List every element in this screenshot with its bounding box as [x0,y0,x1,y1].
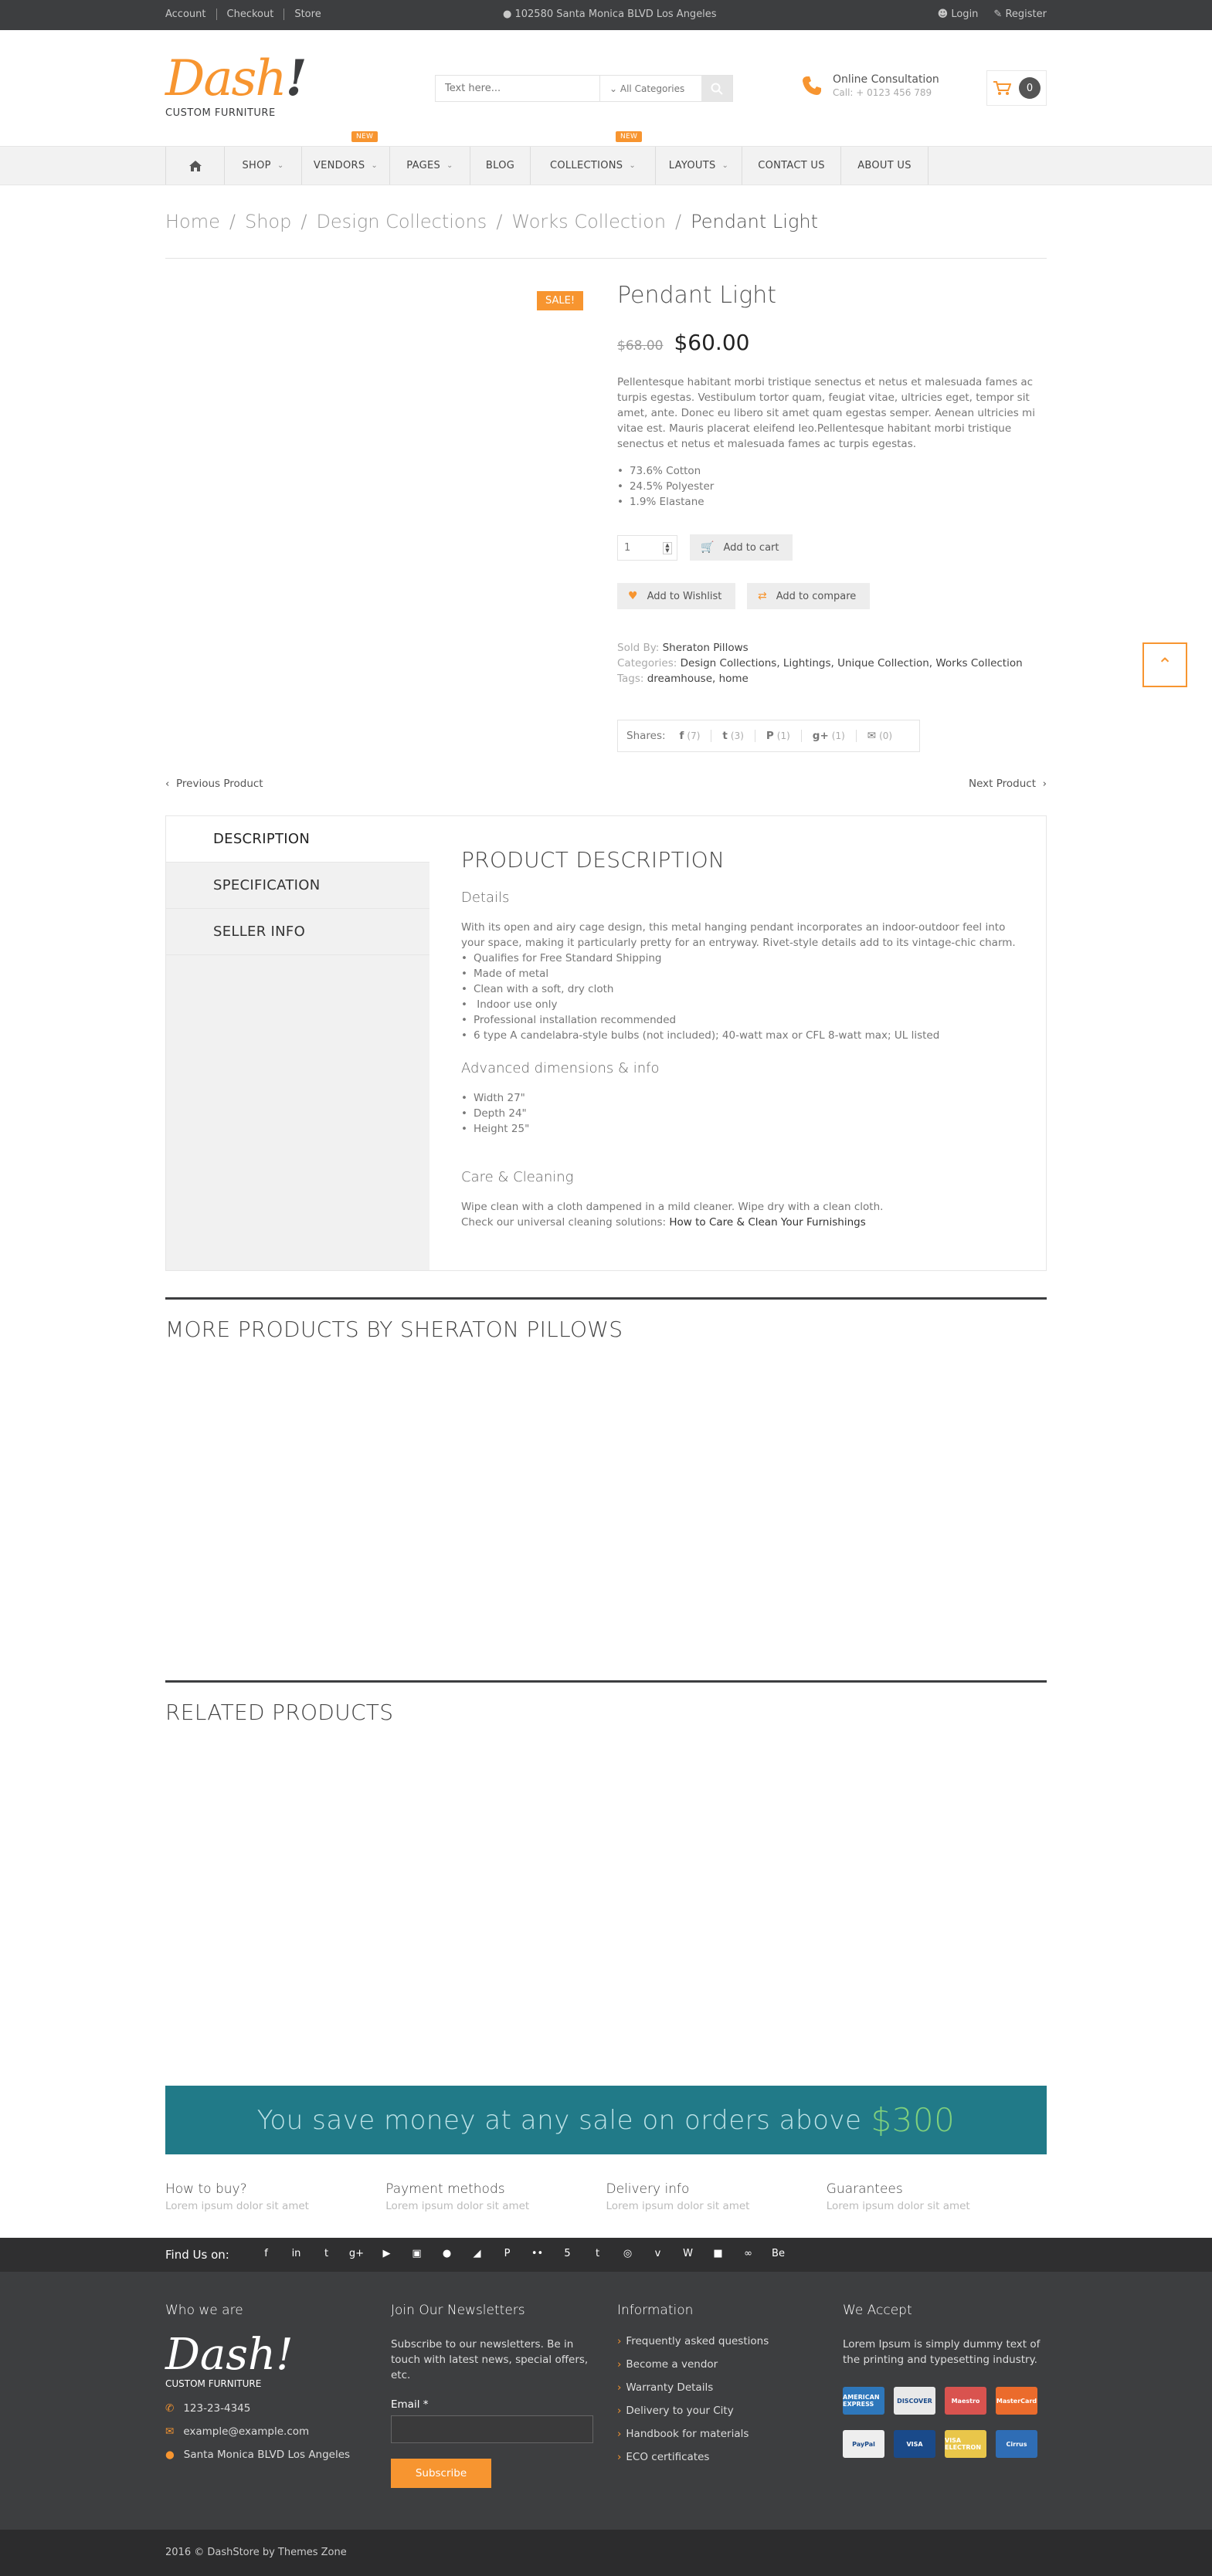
tags-row [617,671,1023,686]
footer-heading: Join Our Newsletters [391,2303,525,2318]
footer-link-warranty[interactable]: › Warranty Details [617,2381,818,2394]
share-count: (7) [687,730,701,741]
nav-pages[interactable] [389,147,470,185]
dimensions-heading: Advanced dimensions & info [461,1060,660,1076]
share-count: (1) [831,730,845,741]
share-bar [617,720,920,752]
product-composition [617,463,714,510]
wordpress-icon[interactable]: W [683,2248,693,2259]
section-divider [165,1680,1047,1683]
related-products-title: RELATED PRODUCTS [165,1700,394,1725]
info-row [165,2181,1047,2212]
cart-icon [993,80,1011,96]
sale-badge: SALE! [537,291,583,310]
care-paragraph-2 [461,1215,1017,1230]
breadcrumb-sep: / [229,211,236,232]
chevron-down-icon: ⌄ [277,161,284,170]
payment-card-maestro: Maestro [945,2387,986,2415]
product-tabs [165,815,1047,1271]
twitter-icon[interactable]: t [324,2248,329,2259]
payment-card-discover: DISCOVER [894,2387,935,2415]
description-heading: PRODUCT DESCRIPTION [461,847,725,873]
flickr-icon[interactable]: •• [531,2248,544,2259]
details-text [461,920,1017,1043]
info-how-to-buy[interactable] [165,2181,385,2212]
top-links [165,8,331,20]
footer-heading: Information [617,2303,694,2318]
consult-phone: Call: + 0123 456 789 [833,87,932,98]
search-icon [711,83,723,95]
list-item: • 1.9% Elastane [617,494,714,510]
quantity-stepper[interactable] [617,535,677,561]
nav-collections[interactable] [530,133,655,185]
old-price: $68.00 [617,338,664,354]
footer-address [165,2443,366,2466]
instagram-icon[interactable]: ▣ [412,2248,422,2259]
info-subtitle: Lorem ipsum dolor sit amet [385,2200,530,2212]
pencil-icon: ✎ [993,8,1003,20]
nav-vendors[interactable] [301,133,389,185]
info-subtitle: Lorem ipsum dolor sit amet [826,2200,970,2212]
details-heading: Details [461,890,510,906]
divider [165,258,1047,259]
section-divider [165,1297,1047,1300]
list-item: • Qualifies for Free Standard Shipping [461,951,1017,966]
share-google-plus[interactable] [801,730,856,742]
dribbble-icon[interactable]: ◎ [623,2248,633,2259]
current-price: $60.00 [674,330,750,355]
nav-blog-label: BLOG [485,160,515,171]
footer-information [617,2303,818,2463]
category-links[interactable]: Design Collections, Lightings, Unique Collection, Works Collection [680,657,1023,669]
breadcrumb-current: Pendant Light [691,211,818,232]
breadcrumb-shop[interactable]: Shop [244,211,292,232]
breadcrumb-home[interactable]: Home [165,211,220,232]
dimensions-list [461,1090,1017,1137]
list-item: • 6 type A candelabra-style bulbs (not included); 40-watt max or CFL 8-watt max; UL listed [461,1028,1017,1043]
behance-icon[interactable]: Be [772,2248,785,2259]
care-link[interactable]: How to Care & Clean Your Furnishings [669,1216,866,1229]
address-text: 102580 Santa Monica BLVD Los Angeles [514,8,717,20]
payment-card-visa: VISA [894,2430,935,2458]
promo-banner[interactable] [165,2086,1047,2154]
html5-icon[interactable]: 5 [564,2248,571,2259]
tab-specification[interactable]: SPECIFICATION [166,863,429,909]
subscribe-button[interactable]: Subscribe [391,2459,491,2488]
breadcrumb-design-collections[interactable]: Design Collections [316,211,487,232]
add-to-cart-label: Add to cart [723,541,779,554]
next-product-label: Next Product [969,778,1036,790]
envelope-icon: ✉ [165,2425,175,2438]
scroll-to-top-button[interactable] [1142,642,1187,687]
twitter-icon: t [722,730,728,742]
category-value: All Categories [620,83,685,94]
chevron-down-icon: ⌄ [721,161,729,170]
banner-amount: $300 [871,2101,956,2139]
copyright-bar [0,2530,1212,2576]
sold-by-row [617,640,1023,656]
product-title: Pendant Light [617,282,777,309]
newsletter-text: Subscribe to our newsletters. Be in touch with latest news, special offers, etc. [391,2338,589,2381]
product-meta [617,640,1023,686]
footer-link-handbook[interactable]: › Handbook for materials [617,2428,818,2440]
next-product-link[interactable] [969,778,1047,790]
logo-text: Dash [165,50,286,107]
nav-collections-label: COLLECTIONS [549,160,623,171]
accept-text: Lorem Ipsum is simply dummy text of the printing and typesetting industry. [843,2338,1041,2366]
stepper-arrows-icon[interactable]: ▲ ▼ [663,542,672,554]
search-input[interactable] [436,76,599,101]
footer-link-eco[interactable]: › ECO certificates [617,2451,818,2463]
list-item: • Width 27" [461,1090,1017,1106]
chevron-up-icon: ⌃ [1156,654,1173,676]
delicious-icon[interactable]: ■ [713,2248,723,2259]
previous-product-link[interactable] [165,778,263,790]
new-badge: NEW [351,131,378,142]
share-twitter[interactable] [711,730,754,742]
tags-label: Tags: [617,673,644,685]
tab-list [166,816,429,1270]
info-title: How to buy? [165,2181,247,2197]
chevron-left-icon: ‹ [165,778,170,790]
nav-layouts-label: LAYOUTS [668,160,716,171]
add-to-cart-button[interactable] [690,534,793,561]
tumblr-icon[interactable]: t [595,2248,600,2259]
google-plus-icon[interactable]: g+ [348,2248,365,2259]
rss-icon[interactable]: ◢ [473,2248,481,2259]
location-icon: ● [165,2449,175,2461]
tab-seller-info[interactable]: SELLER INFO [166,909,429,955]
newsletter-email-input[interactable] [391,2415,593,2443]
address-value: Santa Monica BLVD Los Angeles [183,2449,351,2461]
payment-card-cirrus: Cirrus [996,2430,1037,2458]
footer-we-accept [843,2303,1047,2458]
footer-email[interactable] [165,2420,366,2443]
cart-icon: 🛒 [701,541,715,554]
social-icons [251,2248,793,2259]
product-price [617,330,749,355]
footer-heading: Who we are [165,2303,243,2318]
breadcrumb [165,211,818,232]
heart-icon: ♥ [628,590,638,602]
product-short-description: Pellentesque habitant morbi tristique senectus et netus et malesuada fames ac turpis egestas. Vestibulum tortor quam, feugiat vitae, ultricies eget, tempor sit amet, ante. Donec eu libero sit amet quam egestas semper. Aenean ultricies mi vitae est. Mauris placerat eleifend leo.Pellentesque habitant morbi tristique senectus et netus et malesuada fames ac turpis egestas. [617,376,1035,450]
footer-logo-excl: ! [276,2330,294,2380]
chevron-down-icon: ⌄ [609,83,618,94]
payment-card-mastercard: MasterCard [996,2387,1037,2415]
find-us-label: Find Us on: [165,2248,229,2262]
list-item: • 73.6% Cotton [617,463,714,479]
share-facebook[interactable] [669,730,711,742]
email-label: Email * [391,2398,429,2411]
footer-logo-subtitle: CUSTOM FURNITURE [165,2378,262,2389]
logo-mark [165,49,306,107]
login-link[interactable] [938,8,979,20]
email-icon: ✉ [867,730,877,742]
list-item: • Indoor use only [461,997,1017,1012]
footer-logo-mark [165,2332,366,2378]
top-address [503,8,717,20]
user-icon: ☻ [937,8,949,20]
wishlist-label: Add to Wishlist [647,590,722,602]
list-item: • Height 25" [461,1121,1017,1137]
logo-excl: ! [285,49,306,107]
google-plus-icon: g+ [812,730,829,742]
nav-about-label: ABOUT US [857,160,912,171]
share-count: (1) [776,730,790,741]
main-nav [0,133,1212,185]
footer-phone [165,2397,366,2420]
chevron-down-icon: ⌄ [371,161,379,170]
tab-panel-description [461,847,1017,1230]
footer-link-faq[interactable]: › Frequently asked questions [617,2335,818,2347]
info-title: Delivery info [606,2181,690,2197]
footer-logo-text: Dash [165,2330,277,2380]
phone-value: 123-23-4345 [183,2402,251,2415]
login-label: Login [951,8,979,20]
details-paragraph: With its open and airy cage design, this metal hanging pendant incorporates an indoor-outdoor feel into your space, making it particularly pretty for an entryway. Rivet-style details add to its vintage-chic charm. [461,921,1016,949]
online-consultation [800,73,939,98]
nav-vendors-label: VENDORS [313,160,365,171]
care-text [461,1199,1017,1230]
payment-cards [843,2387,1047,2458]
shares-label: Shares: [626,730,666,742]
banner-text: You save money at any sale on orders above [256,2104,862,2136]
breadcrumb-sep: / [675,211,682,232]
footer-heading: We Accept [843,2303,912,2318]
info-payment-methods[interactable] [385,2181,606,2212]
info-delivery[interactable] [606,2181,827,2212]
sold-by-label: Sold By: [617,642,660,654]
add-to-compare-button[interactable] [747,583,870,609]
register-link[interactable] [993,8,1047,20]
copyright-text: 2016 © DashStore by Themes Zone [165,2547,347,2558]
nav-contact-label: CONTACT US [758,160,825,171]
nav-contact[interactable] [742,147,840,185]
breadcrumb-sep: / [300,211,307,232]
facebook-icon[interactable]: f [264,2248,268,2259]
categories-row [617,656,1023,671]
footer-who-we-are [165,2303,366,2466]
phone-icon: ✆ [165,2402,175,2415]
footer [0,2272,1212,2530]
chevron-down-icon: ⌄ [629,161,637,170]
quantity-value: 1 [624,542,631,554]
add-to-wishlist-button[interactable] [617,583,735,609]
nav-blog[interactable] [470,147,530,185]
previous-product-label: Previous Product [176,778,263,790]
footer-logo[interactable] [165,2332,366,2389]
list-item: • 24.5% Polyester [617,479,714,494]
list-item: • Clean with a soft, dry cloth [461,981,1017,997]
vendor-link[interactable]: Sheraton Pillows [662,642,749,654]
logo[interactable] [165,49,306,129]
youtube-icon[interactable]: ▶ [382,2248,391,2259]
nav-shop[interactable] [224,147,301,185]
consult-title: Online Consultation [833,73,939,86]
breadcrumb-works-collection[interactable]: Works Collection [511,211,667,232]
cart-button[interactable] [986,70,1047,106]
cart-count: 0 [1019,77,1041,99]
care-lead: Check our universal cleaning solutions: [461,1216,667,1229]
more-products-title: MORE PRODUCTS BY SHERATON PILLOWS [165,1317,623,1342]
checkout-link[interactable]: Checkout [216,8,284,20]
care-paragraph: Wipe clean with a cloth dampened in a mild cleaner. Wipe dry with a clean cloth. [461,1201,884,1213]
category-select[interactable] [599,76,701,101]
email-value: example@example.com [183,2425,310,2438]
payment-card-american-express: AMERICAN EXPRESS [843,2387,884,2415]
facebook-icon: f [679,730,684,742]
register-label: Register [1005,8,1047,20]
chevron-down-icon: ⌄ [446,161,453,170]
share-pinterest[interactable] [755,730,801,742]
top-bar [0,0,1212,30]
vimeo-icon[interactable]: v [654,2248,661,2259]
nav-pages-label: PAGES [406,160,441,171]
nav-layouts[interactable] [655,147,742,185]
github-icon[interactable]: ● [442,2248,452,2259]
categories-label: Categories: [617,657,677,669]
footer-newsletter [391,2303,592,2488]
pinterest-icon[interactable]: P [504,2248,511,2259]
tab-description[interactable]: DESCRIPTION [166,816,429,863]
store-link[interactable]: Store [283,8,331,20]
info-title: Guarantees [826,2181,903,2197]
phone-icon [800,74,823,97]
payment-card-visa-electron: VISA ELECTRON [945,2430,986,2458]
payment-card-paypal: PayPal [843,2430,884,2458]
info-subtitle: Lorem ipsum dolor sit amet [165,2200,309,2212]
search-form [435,75,733,102]
care-heading: Care & Cleaning [461,1169,574,1185]
auth-links [938,8,1047,20]
search-button[interactable] [701,76,732,101]
info-title: Payment methods [385,2181,505,2197]
info-subtitle: Lorem ipsum dolor sit amet [606,2200,750,2212]
home-icon [188,160,202,172]
breadcrumb-sep: / [496,211,503,232]
location-icon: ● [503,8,512,20]
compare-label: Add to compare [776,590,857,602]
info-guarantees[interactable] [827,2181,1047,2212]
social-bar [0,2238,1212,2272]
share-count: (3) [730,730,744,741]
header [0,30,1212,146]
chevron-right-icon: › [1042,778,1047,790]
pinterest-icon: P [766,730,774,742]
share-count: (0) [879,730,893,741]
nav-shop-label: SHOP [242,160,271,171]
shuffle-icon: ⇄ [758,590,767,602]
account-link[interactable]: Account [165,8,206,20]
list-item: • Made of metal [461,966,1017,981]
tag-links[interactable]: dreamhouse, home [647,673,749,685]
linkedin-icon[interactable]: in [291,2248,301,2259]
logo-subtitle: CUSTOM FURNITURE [165,107,276,119]
nav-about[interactable] [840,147,929,185]
share-email[interactable] [856,730,903,742]
list-item: • Depth 24" [461,1106,1017,1121]
footer-link-delivery[interactable]: › Delivery to your City [617,2405,818,2417]
new-badge: NEW [616,131,642,142]
nav-home[interactable] [165,147,224,185]
lastfm-icon[interactable]: ∞ [744,2248,752,2259]
list-item: • Professional installation recommended [461,1012,1017,1028]
footer-link-vendor[interactable]: › Become a vendor [617,2358,818,2371]
